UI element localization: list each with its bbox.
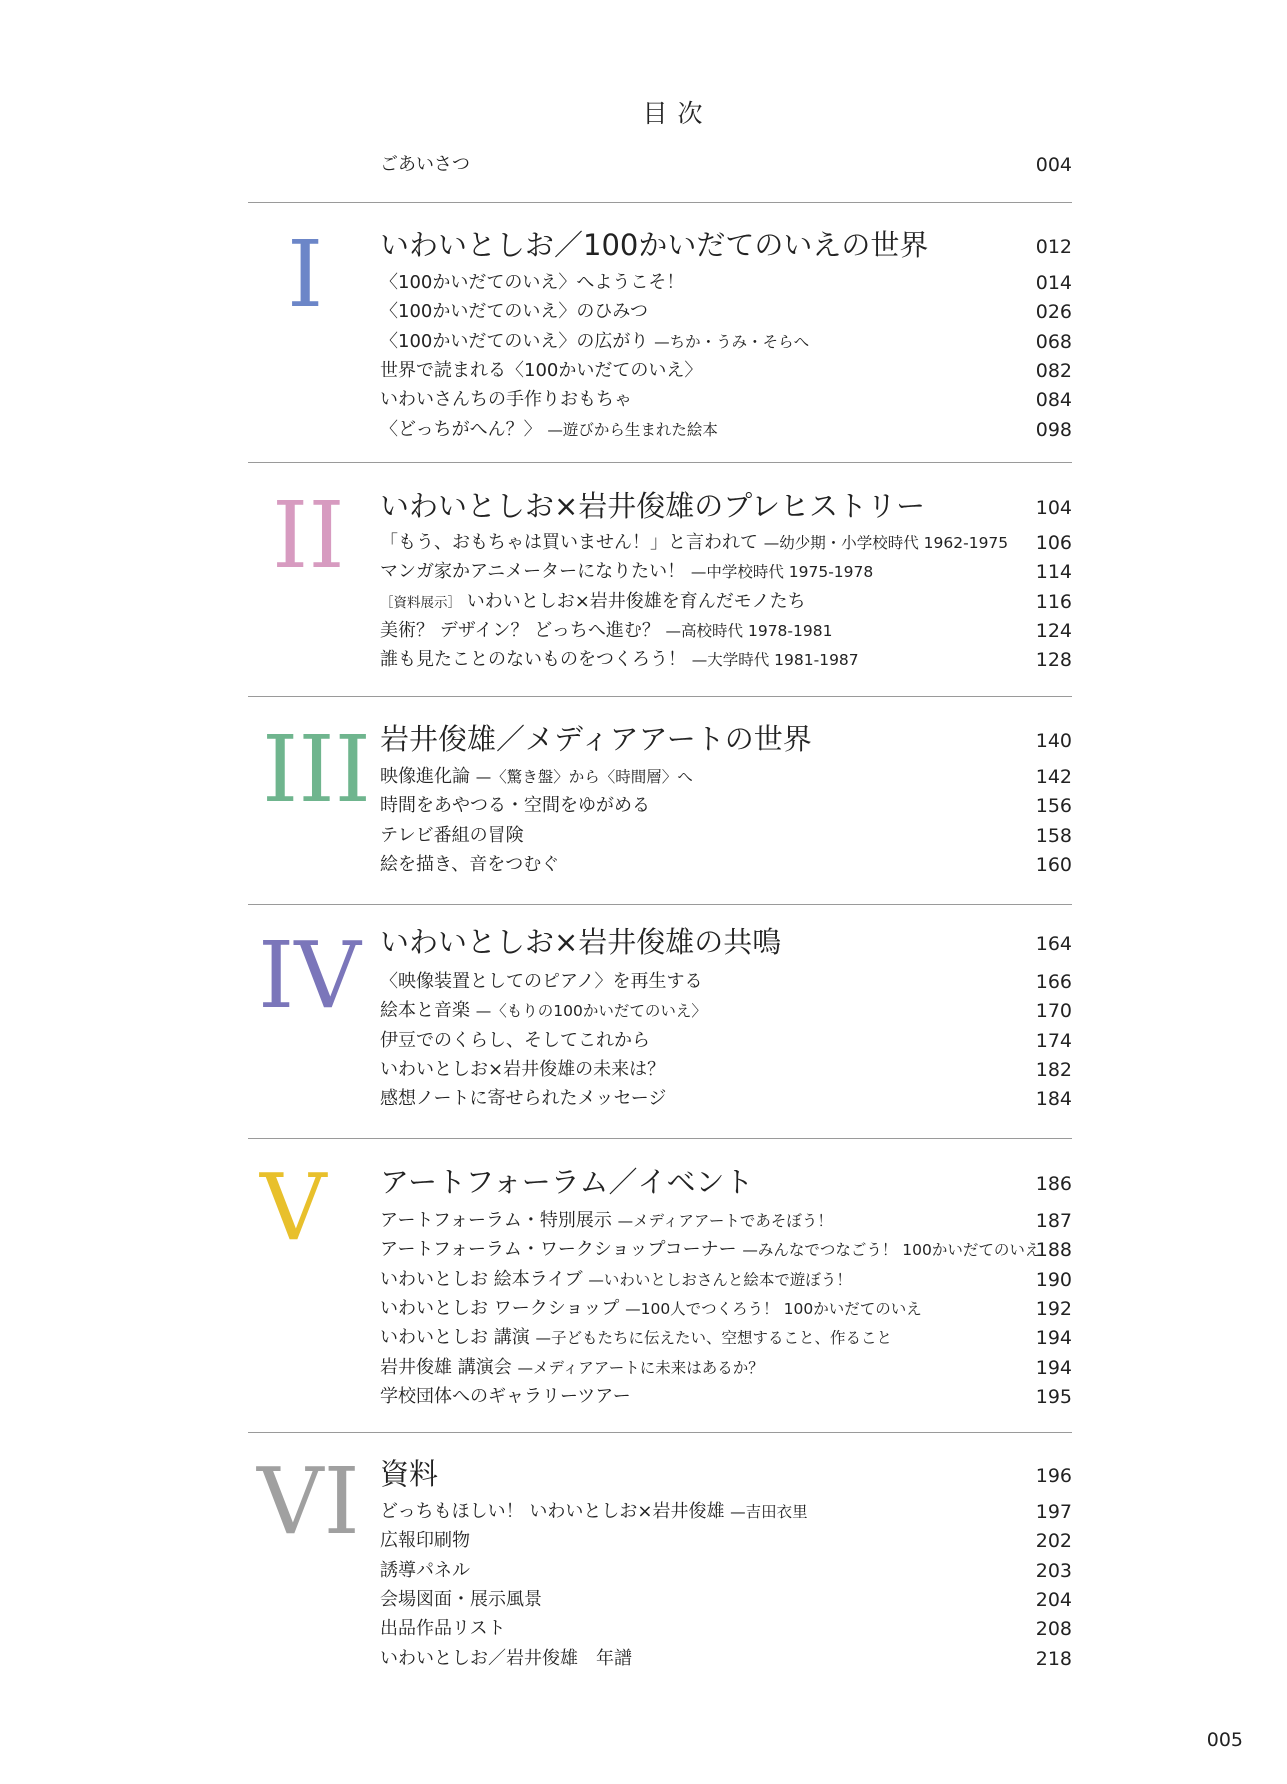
toc-entry[interactable] <box>380 1057 1072 1083</box>
entry-page-number: 114 <box>1035 561 1072 584</box>
entry-title: 「もう、おもちゃは買いません！」と言われて <box>380 532 764 553</box>
entry-subtitle: —大学時代 1981-1987 <box>691 651 859 670</box>
section-page-number: 140 <box>1035 730 1072 752</box>
section-numeral: V <box>260 1154 327 1261</box>
entry-page-number: 195 <box>1035 1385 1072 1408</box>
section-numeral: II <box>272 482 345 589</box>
entry-label <box>380 1028 650 1054</box>
entry-tag: ［資料展示］ <box>380 594 461 611</box>
entry-label <box>380 299 648 325</box>
section-title: いわいとしお／100かいだてのいえの世界 <box>380 228 929 262</box>
entry-subtitle: —いわいとしおさんと絵本で遊ぼう！ <box>588 1270 852 1289</box>
entry-label <box>380 589 806 616</box>
entry-label <box>380 270 684 296</box>
entry-title: 〈映像装置としてのピアノ〉を再生する <box>380 971 703 992</box>
entry-label <box>380 1528 470 1554</box>
toc-entry[interactable] <box>380 417 1072 443</box>
entry-page-number: 158 <box>1035 824 1072 847</box>
entry-page-number: 204 <box>1035 1588 1072 1611</box>
toc-entry-greeting[interactable] <box>380 152 1072 178</box>
entry-page-number: 184 <box>1035 1088 1072 1111</box>
entry-label <box>380 329 809 355</box>
section-page-number: 012 <box>1035 236 1072 258</box>
toc-title: 目次 <box>642 99 713 128</box>
toc-entry[interactable] <box>380 764 1072 790</box>
entry-page-number: 124 <box>1035 619 1072 642</box>
entry-title: 〈100かいだてのいえ〉のひみつ <box>380 301 648 323</box>
entry-page-number: 197 <box>1035 1501 1072 1523</box>
entry-title: 誰も見たことのないものをつくろう！ <box>380 649 692 671</box>
section-page-number: 186 <box>1035 1173 1072 1195</box>
entry-label <box>380 764 693 790</box>
entry-page-number: 026 <box>1035 301 1072 324</box>
entry-label <box>380 387 632 413</box>
section-title: アートフォーラム／イベント <box>380 1165 754 1199</box>
toc-entry[interactable] <box>380 358 1072 384</box>
entry-label <box>380 1086 666 1112</box>
toc-entry[interactable] <box>380 1355 1072 1381</box>
entry-title: アートフォーラム・特別展示 <box>380 1210 618 1231</box>
entry-title: 絵を描き、音をつむぐ <box>380 853 560 875</box>
entry-page-number: 194 <box>1035 1327 1072 1350</box>
entry-label <box>380 1267 852 1293</box>
section-divider <box>248 904 1072 905</box>
entry-subtitle: —幼少期・小学校時代 1962-1975 <box>763 534 1009 552</box>
section-divider <box>248 1432 1072 1433</box>
entry-title: 広報印刷物 <box>380 1530 470 1552</box>
toc-entry[interactable] <box>380 589 1072 615</box>
section-title: いわいとしお×岩井俊雄の共鳴 <box>380 925 782 959</box>
toc-entry[interactable] <box>380 852 1072 878</box>
entry-page-number: 116 <box>1035 590 1072 613</box>
toc-entry[interactable] <box>380 793 1072 819</box>
toc-entry[interactable] <box>380 1528 1072 1554</box>
entry-label <box>380 793 650 819</box>
entry-page-number: 187 <box>1035 1210 1072 1232</box>
entry-page-number: 190 <box>1035 1268 1072 1291</box>
toc-entry[interactable] <box>380 329 1072 355</box>
toc-entry[interactable] <box>380 1028 1072 1054</box>
entry-page-number: 166 <box>1035 971 1072 993</box>
entry-title: 時間をあやつる・空間をゆがめる <box>380 795 650 817</box>
section-divider <box>248 202 1072 203</box>
entry-label <box>380 969 703 995</box>
entry-page-number: 202 <box>1035 1530 1072 1553</box>
entry-label <box>380 1558 470 1584</box>
entry-page-number: 128 <box>1035 649 1072 672</box>
entry-page-number: 174 <box>1035 1029 1072 1052</box>
entry-title: いわいとしお×岩井俊雄を育んだモノたち <box>461 590 806 612</box>
section-title: 資料 <box>380 1457 439 1491</box>
entry-title: いわいさんちの手作りおもちゃ <box>380 389 632 411</box>
toc-entry[interactable] <box>380 823 1072 849</box>
entry-title: アートフォーラム・ワークショップコーナー <box>380 1239 743 1261</box>
entry-title: どっちもほしい！ いわいとしお×岩井俊雄 <box>380 1501 731 1522</box>
toc-entry[interactable] <box>380 1616 1072 1642</box>
entry-title: いわいとしお 講演 <box>380 1327 536 1349</box>
toc-entry[interactable] <box>380 1086 1072 1112</box>
entry-page-number: 004 <box>1035 154 1072 176</box>
entry-label <box>380 1325 892 1351</box>
entry-label <box>380 1296 922 1322</box>
section-title: 岩井俊雄／メディアアートの世界 <box>380 722 812 756</box>
entry-title: 感想ノートに寄せられたメッセージ <box>380 1088 667 1110</box>
entry-subtitle: —〈驚き盤〉から〈時間層〉へ <box>475 768 693 786</box>
entry-page-number: 170 <box>1035 1000 1072 1023</box>
section-heading[interactable] <box>380 228 1072 262</box>
entry-label <box>380 1499 808 1525</box>
entry-page-number: 194 <box>1035 1356 1072 1379</box>
section-numeral: III <box>262 716 372 823</box>
entry-subtitle: —遊びから生まれた絵本 <box>547 420 718 439</box>
toc-entry[interactable] <box>380 1499 1072 1525</box>
entry-subtitle: —みんなでつなごう！ 100かいだてのいえ <box>742 1241 1041 1260</box>
toc-entry[interactable] <box>380 387 1072 413</box>
entry-page-number: 014 <box>1035 272 1072 294</box>
entry-page-number: 182 <box>1035 1058 1072 1081</box>
entry-label <box>380 417 718 443</box>
entry-subtitle: —100人でつくろう！ 100かいだてのいえ <box>625 1299 922 1318</box>
entry-title: 世界で読まれる〈100かいだてのいえ〉 <box>380 359 703 381</box>
entry-page-number: 082 <box>1035 359 1072 382</box>
entry-title: 出品作品リスト <box>380 1618 506 1640</box>
entry-label <box>380 1587 542 1613</box>
entry-label <box>380 823 524 849</box>
entry-label <box>380 1355 764 1381</box>
toc-entry[interactable] <box>380 530 1072 556</box>
entry-title: いわいとしお 絵本ライブ <box>380 1268 589 1290</box>
entry-title: 会場図面・展示風景 <box>380 1588 542 1610</box>
section-page-number: 164 <box>1035 933 1072 955</box>
section-heading[interactable] <box>380 722 1072 756</box>
entry-subtitle: —吉田衣里 <box>730 1503 808 1521</box>
entry-label <box>380 1237 1040 1263</box>
toc-entry[interactable] <box>380 1587 1072 1613</box>
section-title: いわいとしお×岩井俊雄のプレヒストリー <box>380 489 926 523</box>
entry-title: いわいとしお ワークショップ <box>380 1297 626 1319</box>
page-folio: 005 <box>1206 1729 1243 1751</box>
toc-entry[interactable] <box>380 1646 1072 1672</box>
entry-title: 美術？ デザイン？ どっちへ進む？ <box>380 619 666 641</box>
toc-entry[interactable] <box>380 1296 1072 1322</box>
section-page-number: 196 <box>1035 1465 1072 1487</box>
entry-title: 映像進化論 <box>380 766 476 787</box>
toc-entry[interactable] <box>380 647 1072 673</box>
toc-entry[interactable] <box>380 1237 1072 1263</box>
entry-subtitle: —中学校時代 1975-1978 <box>690 563 874 582</box>
entry-subtitle: —子どもたちに伝えたい、空想すること、作ること <box>535 1329 892 1348</box>
entry-label: ごあいさつ <box>380 154 470 175</box>
entry-page-number: 218 <box>1035 1647 1072 1670</box>
entry-title: 絵本と音楽 <box>380 1000 476 1022</box>
toc-entry[interactable] <box>380 1558 1072 1584</box>
section-divider <box>248 462 1072 463</box>
section-numeral: I <box>287 221 324 328</box>
toc-entry[interactable] <box>380 969 1072 995</box>
entry-label <box>380 647 859 673</box>
entry-title: いわいとしお／岩井俊雄 年譜 <box>380 1647 632 1669</box>
entry-page-number: 068 <box>1035 330 1072 353</box>
entry-subtitle: —メディアアートに未来はあるか？ <box>517 1358 764 1377</box>
entry-title: 〈どっちがへん？〉 <box>380 418 548 440</box>
entry-page-number: 084 <box>1035 389 1072 412</box>
entry-title: 伊豆でのくらし、そしてこれから <box>380 1029 650 1051</box>
section-numeral: IV <box>258 922 361 1029</box>
entry-subtitle: —ちか・うみ・そらへ <box>654 332 810 351</box>
entry-title: 学校団体へのギャラリーツアー <box>380 1385 631 1407</box>
section-heading[interactable] <box>380 925 1072 959</box>
section-page-number: 104 <box>1035 497 1072 519</box>
entry-page-number: 208 <box>1035 1618 1072 1641</box>
section-heading[interactable] <box>380 1165 1072 1199</box>
section-heading[interactable] <box>380 489 1072 523</box>
entry-page-number: 188 <box>1035 1239 1072 1262</box>
entry-label <box>380 559 873 585</box>
section-heading[interactable] <box>380 1457 1072 1491</box>
entry-label <box>380 530 1008 556</box>
entry-title: 〈100かいだてのいえ〉の広がり <box>380 330 655 352</box>
section-divider <box>248 696 1072 697</box>
entry-title: マンガ家かアニメーターになりたい！ <box>380 561 691 583</box>
entry-title: 〈100かいだてのいえ〉へようこそ！ <box>380 272 685 293</box>
toc-entry[interactable] <box>380 270 1072 296</box>
entry-page-number: 142 <box>1035 766 1072 788</box>
entry-label <box>380 998 707 1024</box>
entry-page-number: 192 <box>1035 1297 1072 1320</box>
entry-label <box>380 1384 631 1410</box>
toc-entry[interactable] <box>380 1267 1072 1293</box>
entry-title: テレビ番組の冒険 <box>380 824 524 846</box>
toc-entry[interactable] <box>380 299 1072 325</box>
toc-entry[interactable] <box>380 1325 1072 1351</box>
toc-entry[interactable] <box>380 1384 1072 1410</box>
entry-page-number: 160 <box>1035 853 1072 876</box>
entry-label <box>380 1057 665 1083</box>
entry-title: いわいとしお×岩井俊雄の未来は？ <box>380 1058 666 1080</box>
entry-title: 岩井俊雄 講演会 <box>380 1356 518 1378</box>
entry-page-number: 098 <box>1035 418 1072 441</box>
entry-label <box>380 1208 833 1234</box>
entry-page-number: 156 <box>1035 795 1072 818</box>
entry-label <box>380 618 832 644</box>
toc-entry[interactable] <box>380 559 1072 585</box>
entry-label <box>380 1616 506 1642</box>
entry-subtitle: —高校時代 1978-1981 <box>665 621 833 640</box>
entry-label <box>380 852 559 878</box>
entry-title: 誘導パネル <box>380 1559 470 1581</box>
entry-page-number: 203 <box>1035 1559 1072 1582</box>
toc-entry[interactable] <box>380 618 1072 644</box>
section-numeral: VI <box>257 1448 360 1555</box>
entry-subtitle: —〈もりの100かいだてのいえ〉 <box>475 1002 707 1021</box>
entry-label <box>380 358 702 384</box>
entry-page-number: 106 <box>1035 532 1072 554</box>
toc-entry[interactable] <box>380 998 1072 1024</box>
toc-entry[interactable] <box>380 1208 1072 1234</box>
entry-subtitle: —メディアアートであそぼう！ <box>617 1212 833 1230</box>
section-divider <box>248 1138 1072 1139</box>
entry-label <box>380 1646 632 1672</box>
